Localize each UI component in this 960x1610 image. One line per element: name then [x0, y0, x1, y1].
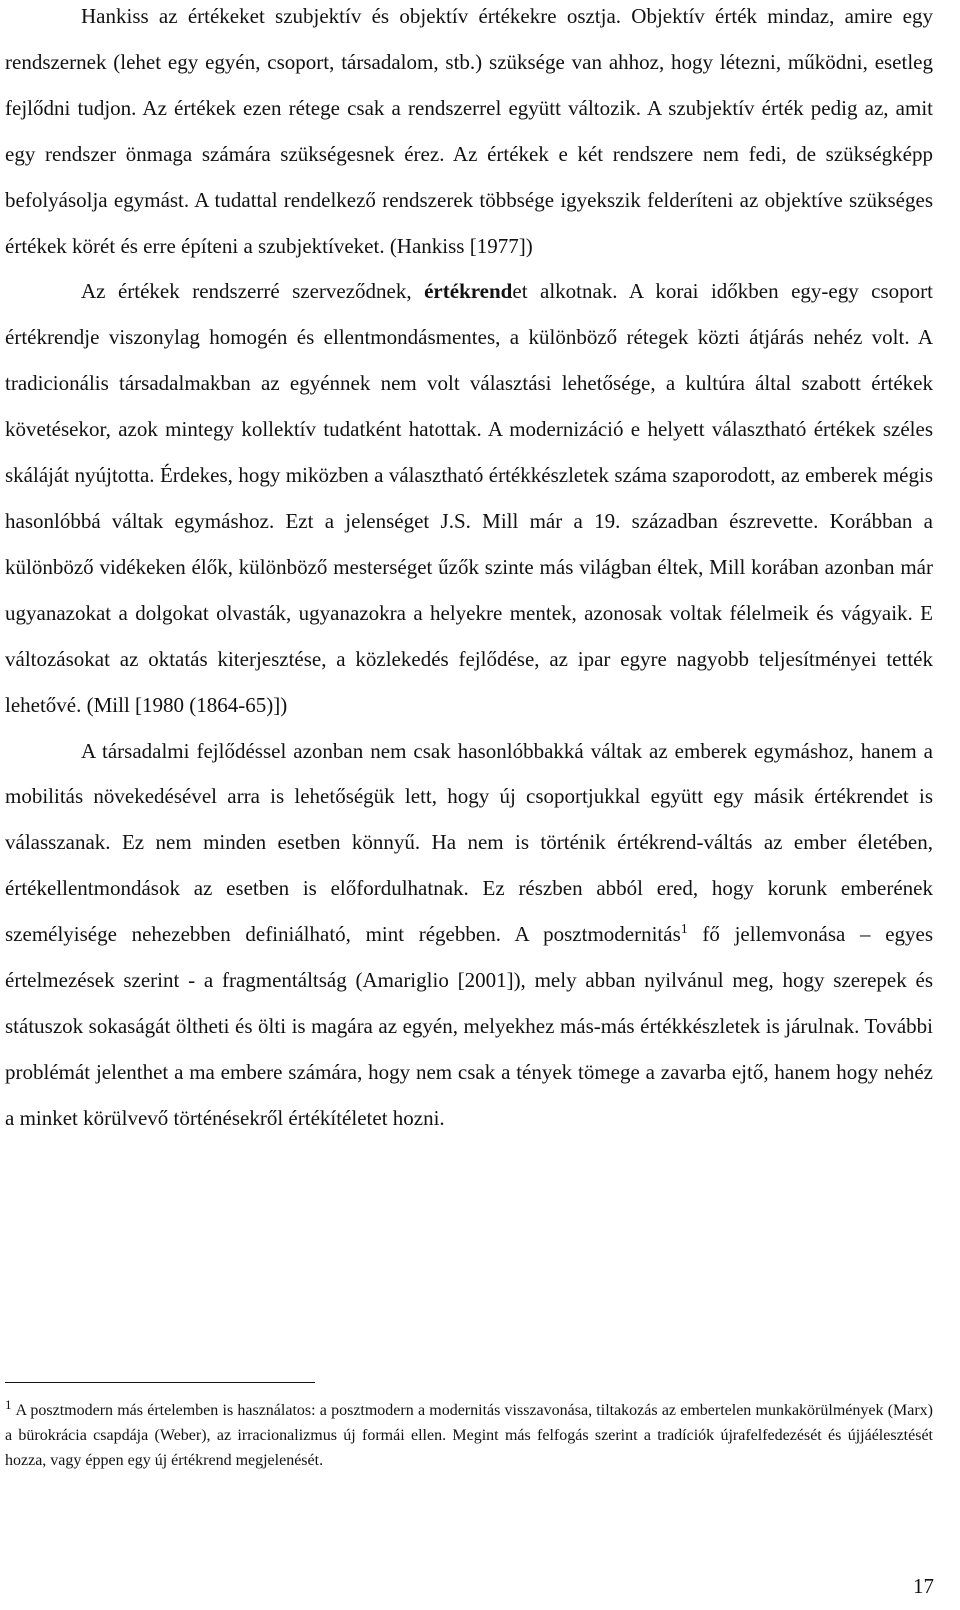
- footnote-reference[interactable]: 1: [680, 922, 688, 938]
- paragraph-hankiss-values: [5, 0, 933, 269]
- footnote-separator: [5, 1382, 315, 1383]
- footnote: [5, 1398, 933, 1473]
- footnote-text: A posztmodern más értelemben is használatos: a posztmodern a modernitás visszavonása, tiltakozás az embertelen munkakörülmények (Marx) a bürokrácia csapdája (Weber), az irracionalizmus új formái ellen. Megint más felfogás szerint a tradíciók újrafelfedezését és újjáélesztését hozza, vagy éppen egy új értékrend megjelenését.: [5, 1402, 933, 1469]
- paragraph-text: Hankiss az értékeket szubjektív és objektív értékekre osztja. Objektív érték mindaz, amire egy rendszernek (lehet egy egyén, csoport, társadalom, stb.) szüksége van ahhoz, hogy létezni, működni, esetleg fejlődni tudjon. Az értékek ezen rétege csak a rendszerrel együtt változik. A szubjektív érték pedig az, amit egy rendszer önmaga számára szükségesnek érez. Az értékek e két rendszere nem fedi, de szükségképp befolyásolja egymást. A tudattal rendelkező rendszerek többsége igyekszik felderíteni az objektíve szükséges értékek körét és erre építeni a szubjektíveket. (Hankiss [1977]): [5, 4, 933, 258]
- page-number: 17: [913, 1574, 934, 1598]
- footnote-mark: 1: [5, 1397, 12, 1412]
- body-text: [5, 0, 933, 1142]
- paragraph-text: fő jellemvonása – egyes értelmezések szerint - a fragmentáltság (Amariglio [2001]), mely abban nyilvánul meg, hogy szerepek és státuszok sokaságát öltheti és ölti is magára az egyén, melyekhez más-más értékkészletek is járulnak. További problémát jelenthet a ma embere számára, hogy nem csak a tények tömege a zavarba ejtő, hanem hogy nehéz a minket körülvevő történésekről értékítéletet hozni.: [5, 922, 934, 1130]
- paragraph-social-development: [5, 729, 933, 1142]
- paragraph-value-systems: [5, 269, 933, 728]
- term-ertekrend: értékrend: [424, 279, 513, 304]
- paragraph-text: Az értékek rendszerré szerveződnek,: [81, 279, 425, 304]
- paragraph-text: et alkotnak. A korai időkben egy-egy csoport értékrendje viszonylag homogén és ellentmondásmentes, a különböző rétegek közti átjárás nehéz volt. A tradicionális társadalmakban az egyénnek nem volt választási lehetősége, a kultúra által szabott értékek követésekor, azok mintegy kollektív tudatként hatottak. A modernizáció e helyett választható értékek széles skáláját nyújtotta. Érdekes, hogy miközben a választható értékkészletek száma szaporodott, az emberek mégis hasonlóbbá váltak egymáshoz. Ezt a jelenséget J.S. Mill már a 19. században észrevette. Korábban a különböző vidékeken élők, különböző mesterséget űzők szinte más világban éltek, Mill korában azonban már ugyanazokat a dolgokat olvasták, ugyanazokra a helyekre mentek, azonosak voltak félelmeik és vágyaik. E változásokat az oktatás kiterjesztése, a közlekedés fejlődése, az ipar egyre nagyobb teljesítményei tették lehetővé. (Mill [1980 (1864-65)]): [5, 279, 934, 717]
- paragraph-text: A társadalmi fejlődéssel azonban nem csak hasonlóbbakká váltak az emberek egymáshoz, hanem a mobilitás növekedésével arra is lehetőségük lett, hogy új csoportjukkal együtt egy másik értékrendet is válasszanak. Ez nem minden esetben könnyű. Ha nem is történik értékrend-váltás az ember életében, értékellentmondások az esetben is előfordulhatnak. Ez részben abból ered, hogy korunk emberének személyisége nehezebben definiálható, mint régebben. A posztmodernitás: [5, 738, 933, 947]
